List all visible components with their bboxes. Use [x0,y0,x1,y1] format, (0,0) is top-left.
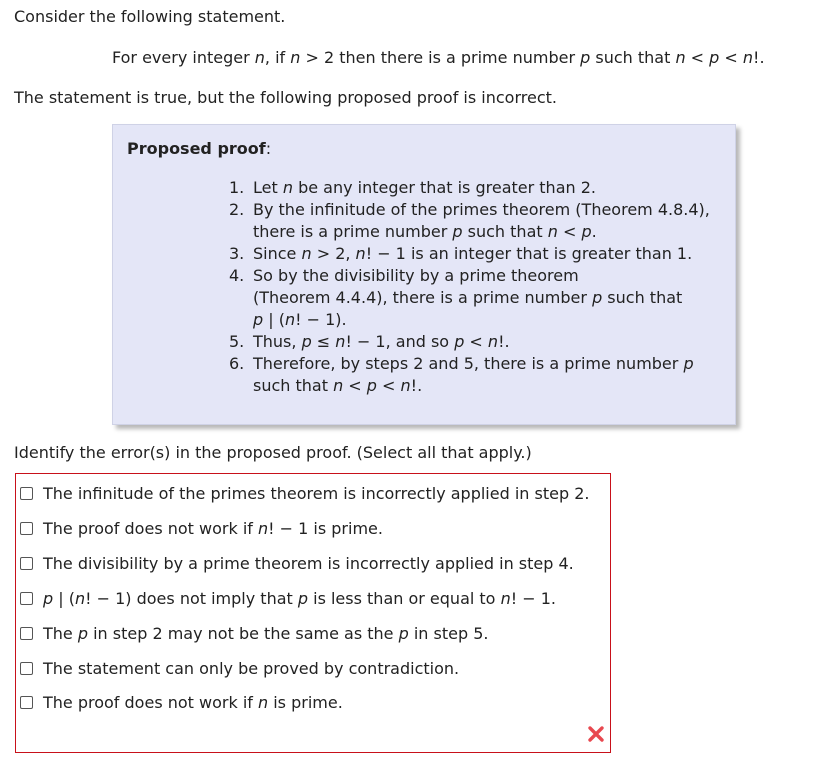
text-segment: in step 5. [408,623,489,643]
text-segment: The [43,623,78,643]
step-line [253,331,710,353]
statement-var: n [675,48,686,67]
statement [112,48,765,67]
math-variable: p [581,222,592,241]
statement-text: such that [590,48,676,67]
math-variable: p [398,623,409,643]
text-segment: | ( [263,310,285,329]
math-variable: p [683,354,694,373]
math-variable: n [74,588,86,608]
statement-var: p [580,48,591,67]
math-variable: p [452,222,463,241]
statement-var: n [742,48,754,67]
text-segment: Therefore, by steps 2 and 5, there is a prime number [253,354,684,373]
text-segment: in step 2 may not be the same as the [88,623,399,643]
statement-text: !. [753,48,765,67]
text-segment: such that [253,376,334,395]
text-segment: ! − 1 is prime. [268,518,383,538]
math-variable: n [258,692,269,712]
step-number: 4. [229,266,245,285]
proof-step [229,177,710,199]
step-line [253,265,710,287]
text-segment: By the infinitude of the primes theorem (Theorem 4.8.4), [253,200,710,219]
answer-option[interactable] [20,552,574,574]
statement-text: For every integer [112,48,255,67]
step-number: 1. [229,178,245,197]
text-segment: Let [253,178,283,197]
math-variable: p [77,623,88,643]
text-segment: is less than or equal to [308,588,501,608]
answer-option[interactable] [20,587,556,609]
text-segment: The proof does not work if [43,518,258,538]
answer-option[interactable] [20,482,589,504]
text-segment: ! − 1 is an integer that is greater than 1. [365,244,693,263]
answer-checkbox[interactable] [20,627,33,640]
math-variable: p [43,588,54,608]
text-segment: ! − 1, and so [345,332,455,351]
answer-checkbox[interactable] [20,522,33,535]
proof-title-colon: : [265,139,272,158]
text-segment: So by the divisibility by a prime theorem [253,266,579,285]
answer-option-label [43,519,383,538]
text-segment: The infinitude of the primes theorem is incorrectly applied in step 2. [43,483,590,503]
text-segment: !. [410,376,423,395]
text-segment: < [464,332,488,351]
answer-option[interactable] [20,657,459,679]
proof-step [229,265,710,331]
text-segment: ≤ [311,332,336,351]
text-segment: is prime. [268,692,343,712]
answer-checkbox[interactable] [20,557,33,570]
text-segment: Thus, [253,332,302,351]
text-segment: (Theorem 4.4.4), there is a prime number [253,288,593,307]
math-variable: n [355,244,366,263]
step-line [253,199,710,221]
step-line [253,375,710,397]
answer-option-label [43,484,589,503]
text-segment: | ( [53,588,75,608]
math-variable: n [500,588,511,608]
answer-option-label [43,554,574,573]
text-segment: . [591,222,597,241]
math-variable: p [366,376,377,395]
statement-text: < [685,48,710,67]
step-line [253,177,710,199]
text-segment: Since [253,244,302,263]
math-variable: n [547,222,558,241]
text-segment: The proof does not work if [43,692,258,712]
step-line [253,353,710,375]
proof-step [229,331,710,353]
status-line: The statement is true, but the following proposed proof is incorrect. [14,88,557,107]
text-segment: !. [498,332,510,351]
math-variable: n [487,332,499,351]
step-line [253,243,710,265]
answer-option[interactable] [20,517,383,539]
step-number: 3. [229,244,245,263]
x-mark-icon [586,724,606,744]
statement-text: < [719,48,743,67]
proof-step [229,243,710,265]
answer-option-label [43,624,488,643]
text-segment: < [557,222,582,241]
text-segment: such that [462,222,548,241]
math-variable: p [297,588,309,608]
text-segment: such that [602,288,683,307]
text-segment: > 2, [311,244,356,263]
proposed-proof-box [112,124,736,425]
text-segment: The divisibility by a prime theorem is incorrectly applied in step 4. [43,553,574,573]
answer-option-label [43,659,459,678]
math-variable: n [333,376,344,395]
text-segment: be any integer that is greater than 2. [292,178,596,197]
statement-text: , if [264,48,291,67]
text-segment: < [376,376,401,395]
proof-title-label: Proposed proof [127,139,266,158]
step-number: 5. [229,332,245,351]
answer-checkbox[interactable] [20,696,33,709]
answer-option-label [43,693,343,712]
step-number: 2. [229,200,245,219]
proof-title [127,139,271,158]
text-segment: there is a prime number [253,222,453,241]
step-line [253,309,710,331]
math-variable: p [301,332,312,351]
math-variable: p [253,310,264,329]
math-variable: n [284,310,296,329]
answer-option[interactable] [20,691,343,713]
math-variable: n [335,332,346,351]
proof-step [229,353,710,397]
step-line [253,221,710,243]
answer-option[interactable] [20,622,488,644]
math-variable: p [592,288,603,307]
answer-option-label [43,589,556,608]
proof-step [229,199,710,243]
text-segment: ! − 1). [295,310,347,329]
answer-options-box [15,473,611,753]
math-variable: n [301,244,312,263]
text-segment: ! − 1) does not imply that [85,588,298,608]
statement-text: > 2 then there is a prime number [300,48,581,67]
math-variable: p [454,332,465,351]
math-variable: n [282,178,293,197]
answer-checkbox[interactable] [20,592,33,605]
answer-checkbox[interactable] [20,662,33,675]
statement-var: n [290,48,301,67]
text-segment: < [343,376,367,395]
math-variable: n [400,376,411,395]
statement-var: p [709,48,720,67]
instruction-text: Identify the error(s) in the proposed proof. (Select all that apply.) [14,443,532,462]
text-segment: The statement can only be proved by contradiction. [43,658,460,678]
text-segment: ! − 1. [510,588,556,608]
step-line [253,287,710,309]
step-number: 6. [229,354,245,373]
intro-text: Consider the following statement. [14,7,286,26]
proof-steps-list [229,177,710,397]
statement-var: n [254,48,265,67]
answer-checkbox[interactable] [20,487,33,500]
math-variable: n [258,518,269,538]
